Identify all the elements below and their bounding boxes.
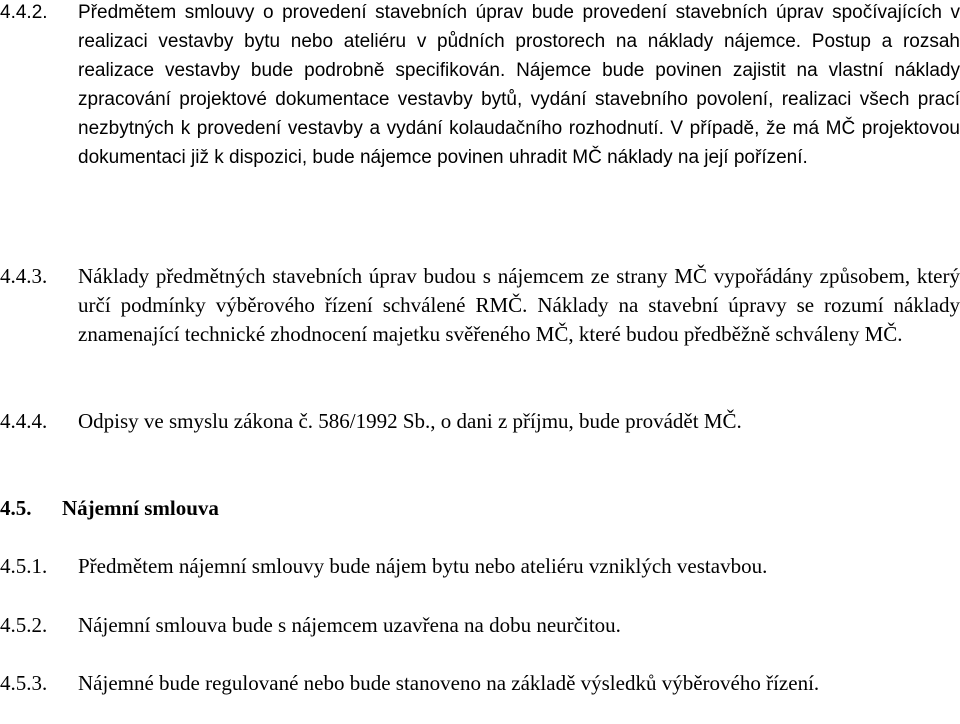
section-number: 4.5. — [0, 496, 32, 520]
clause-number: 4.5.2. — [0, 613, 48, 637]
clause-number: 4.5.1. — [0, 554, 48, 578]
clause-text: Nájemné bude regulované nebo bude stanoveno na základě výsledků výběrového řízení. — [78, 671, 820, 695]
clause-4-5-2 — [0, 611, 960, 640]
clause-4-5-1 — [0, 552, 960, 581]
clause-text: Nájemní smlouva bude s nájemcem uzavřena na dobu neurčitou. — [78, 613, 621, 637]
clause-4-4-3 — [0, 262, 960, 349]
clause-number: 4.4.4. — [0, 409, 48, 433]
clause-number: 4.4.2. — [0, 2, 48, 23]
clause-text: Náklady předmětných stavebních úprav budou s nájemcem ze strany MČ vypořádány způsobem, který určí podmínky výběrového řízení schválené RMČ. Náklady na stavební úpravy se rozumí náklady znamenající technické zhodnocení majetku svěřeného MČ, které budou předběžně schváleny MČ. — [78, 264, 960, 346]
clause-text: Předmětem smlouvy o provedení stavebních úprav bude provedení stavebních úprav spočívajících v realizaci vestavby bytu nebo ateliéru v půdních prostorech na náklady nájemce. Postup a rozsah realizace vestavby bude podrobně specifikován. Nájemce bude povinen zajistit na vlastní náklady zpracování projektové dokumentace vestavby bytů, vydání stavebního povolení, realizaci všech prací nezbytných k provedení vestavby a vydání kolaudačního rozhodnutí. V případě, že má MČ projektovou dokumentaci již k dispozici, bude nájemce povinen uhradit MČ náklady na její pořízení. — [78, 2, 960, 168]
clause-number: 4.5.3. — [0, 671, 48, 695]
section-title: Nájemní smlouva — [62, 496, 219, 520]
section-heading-4-5 — [0, 494, 960, 523]
clause-4-4-2 — [0, 0, 960, 172]
clause-4-4-4 — [0, 407, 960, 436]
clause-text: Předmětem nájemní smlouvy bude nájem bytu nebo ateliéru vzniklých vestavbou. — [78, 554, 768, 578]
clause-number: 4.4.3. — [0, 264, 48, 288]
clause-4-5-3 — [0, 669, 960, 698]
clause-text: Odpisy ve smyslu zákona č. 586/1992 Sb., o dani z příjmu, bude provádět MČ. — [78, 409, 742, 433]
